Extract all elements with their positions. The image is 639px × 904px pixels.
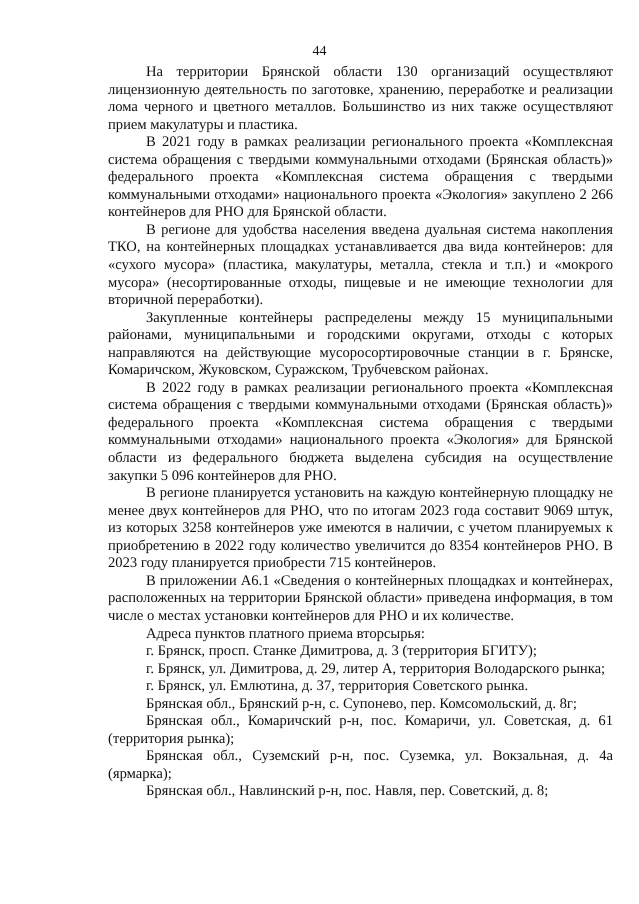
paragraph-dual-collection-system: В регионе для удобства населения введена дуальная система накопления ТКО, на контейнерных площадках устанавливается два вида контейнеров: для «сухого мусора» (пластика, макулатуры, металла, стекла и т.п.) и «мокрого мусора» (несортированные отходы, пищевые и не имеющие технологии для вторичной переработки). — [108, 221, 613, 309]
paragraph-container-plan: В регионе планируется установить на каждую контейнерную площадку не менее двух контейнеров для РНО, что по итогам 2023 года составит 9069 штук, из которых 3258 контейнеров уже имеются в наличии, с учетом планируемых к приобретению в 2022 году количество увеличится до 8354 контейнеров РНО. В 2023 году планируется приобрести 715 контейнеров. — [108, 485, 613, 572]
paragraph-metal-scrap-organizations: На территории Брянской области 130 организаций осуществляют лицензионную деятельность по заготовке, хранению, переработке и реализации лома черного и цветного металлов. Большинство из них также осуществляют прием макулатуры и пластика. — [108, 64, 613, 133]
address-item: г. Брянск, просп. Станке Димитрова, д. 3 (территория БГИТУ); — [146, 643, 537, 660]
addresses-heading: Адреса пунктов платного приема вторсырья: — [146, 625, 425, 642]
address-item: г. Брянск, ул. Димитрова, д. 29, литер А, территория Володарского рынка; — [146, 660, 606, 677]
paragraph-2022-subsidy: В 2022 году в рамках реализации регионального проекта «Комплексная система обращения с твердыми коммунальными отходами (Брянская область)» федерального проекта «Комплексная система обращения с твердыми коммунальными отходами» национального проекта «Экология» для Брянской области из федерального бюджета выделена субсидия на осуществление закупки 5 096 контейнеров для РНО. — [108, 379, 613, 484]
address-item: Брянская обл., Навлинский р-н, пос. Навля, пер. Советский, д. 8; — [146, 783, 549, 800]
paragraph-appendix-reference: В приложении А6.1 «Сведения о контейнерных площадках и контейнерах, расположенных на территории Брянской области» приведена информация, в том числе о местах установки контейнеров для РНО и их количестве. — [108, 572, 613, 624]
paragraph-2021-container-purchase: В 2021 году в рамках реализации регионального проекта «Комплексная система обращения с твердыми коммунальными отходами (Брянская область)» федерального проекта «Комплексная система обращения с твердыми коммунальными отходами» национального проекта «Экология» закуплено 2 266 контейнеров для РНО для Брянской области. — [108, 134, 613, 221]
address-item: г. Брянск, ул. Емлютина, д. 37, территория Советского рынка. — [146, 678, 529, 695]
address-item: Брянская обл., Комаричский р-н, пос. Комаричи, ул. Советская, д. 61 (территория рынка); — [108, 713, 613, 747]
paragraph-container-distribution: Закупленные контейнеры распределены между 15 муниципальными районами, муниципальными и городскими округами, отходы с которых направляются на действующие мусоросортировочные станции в г. Брянске, Комаричском, Жуковском, Суражском, Трубчевском районах. — [108, 309, 613, 379]
address-item: Брянская обл., Суземский р-н, пос. Суземка, ул. Вокзальная, д. 4а (ярмарка); — [108, 748, 613, 782]
page-number: 44 — [312, 44, 327, 59]
document-body — [108, 64, 613, 801]
address-item: Брянская обл., Брянский р-н, с. Супонево, пер. Комсомольский, д. 8г; — [146, 695, 577, 712]
